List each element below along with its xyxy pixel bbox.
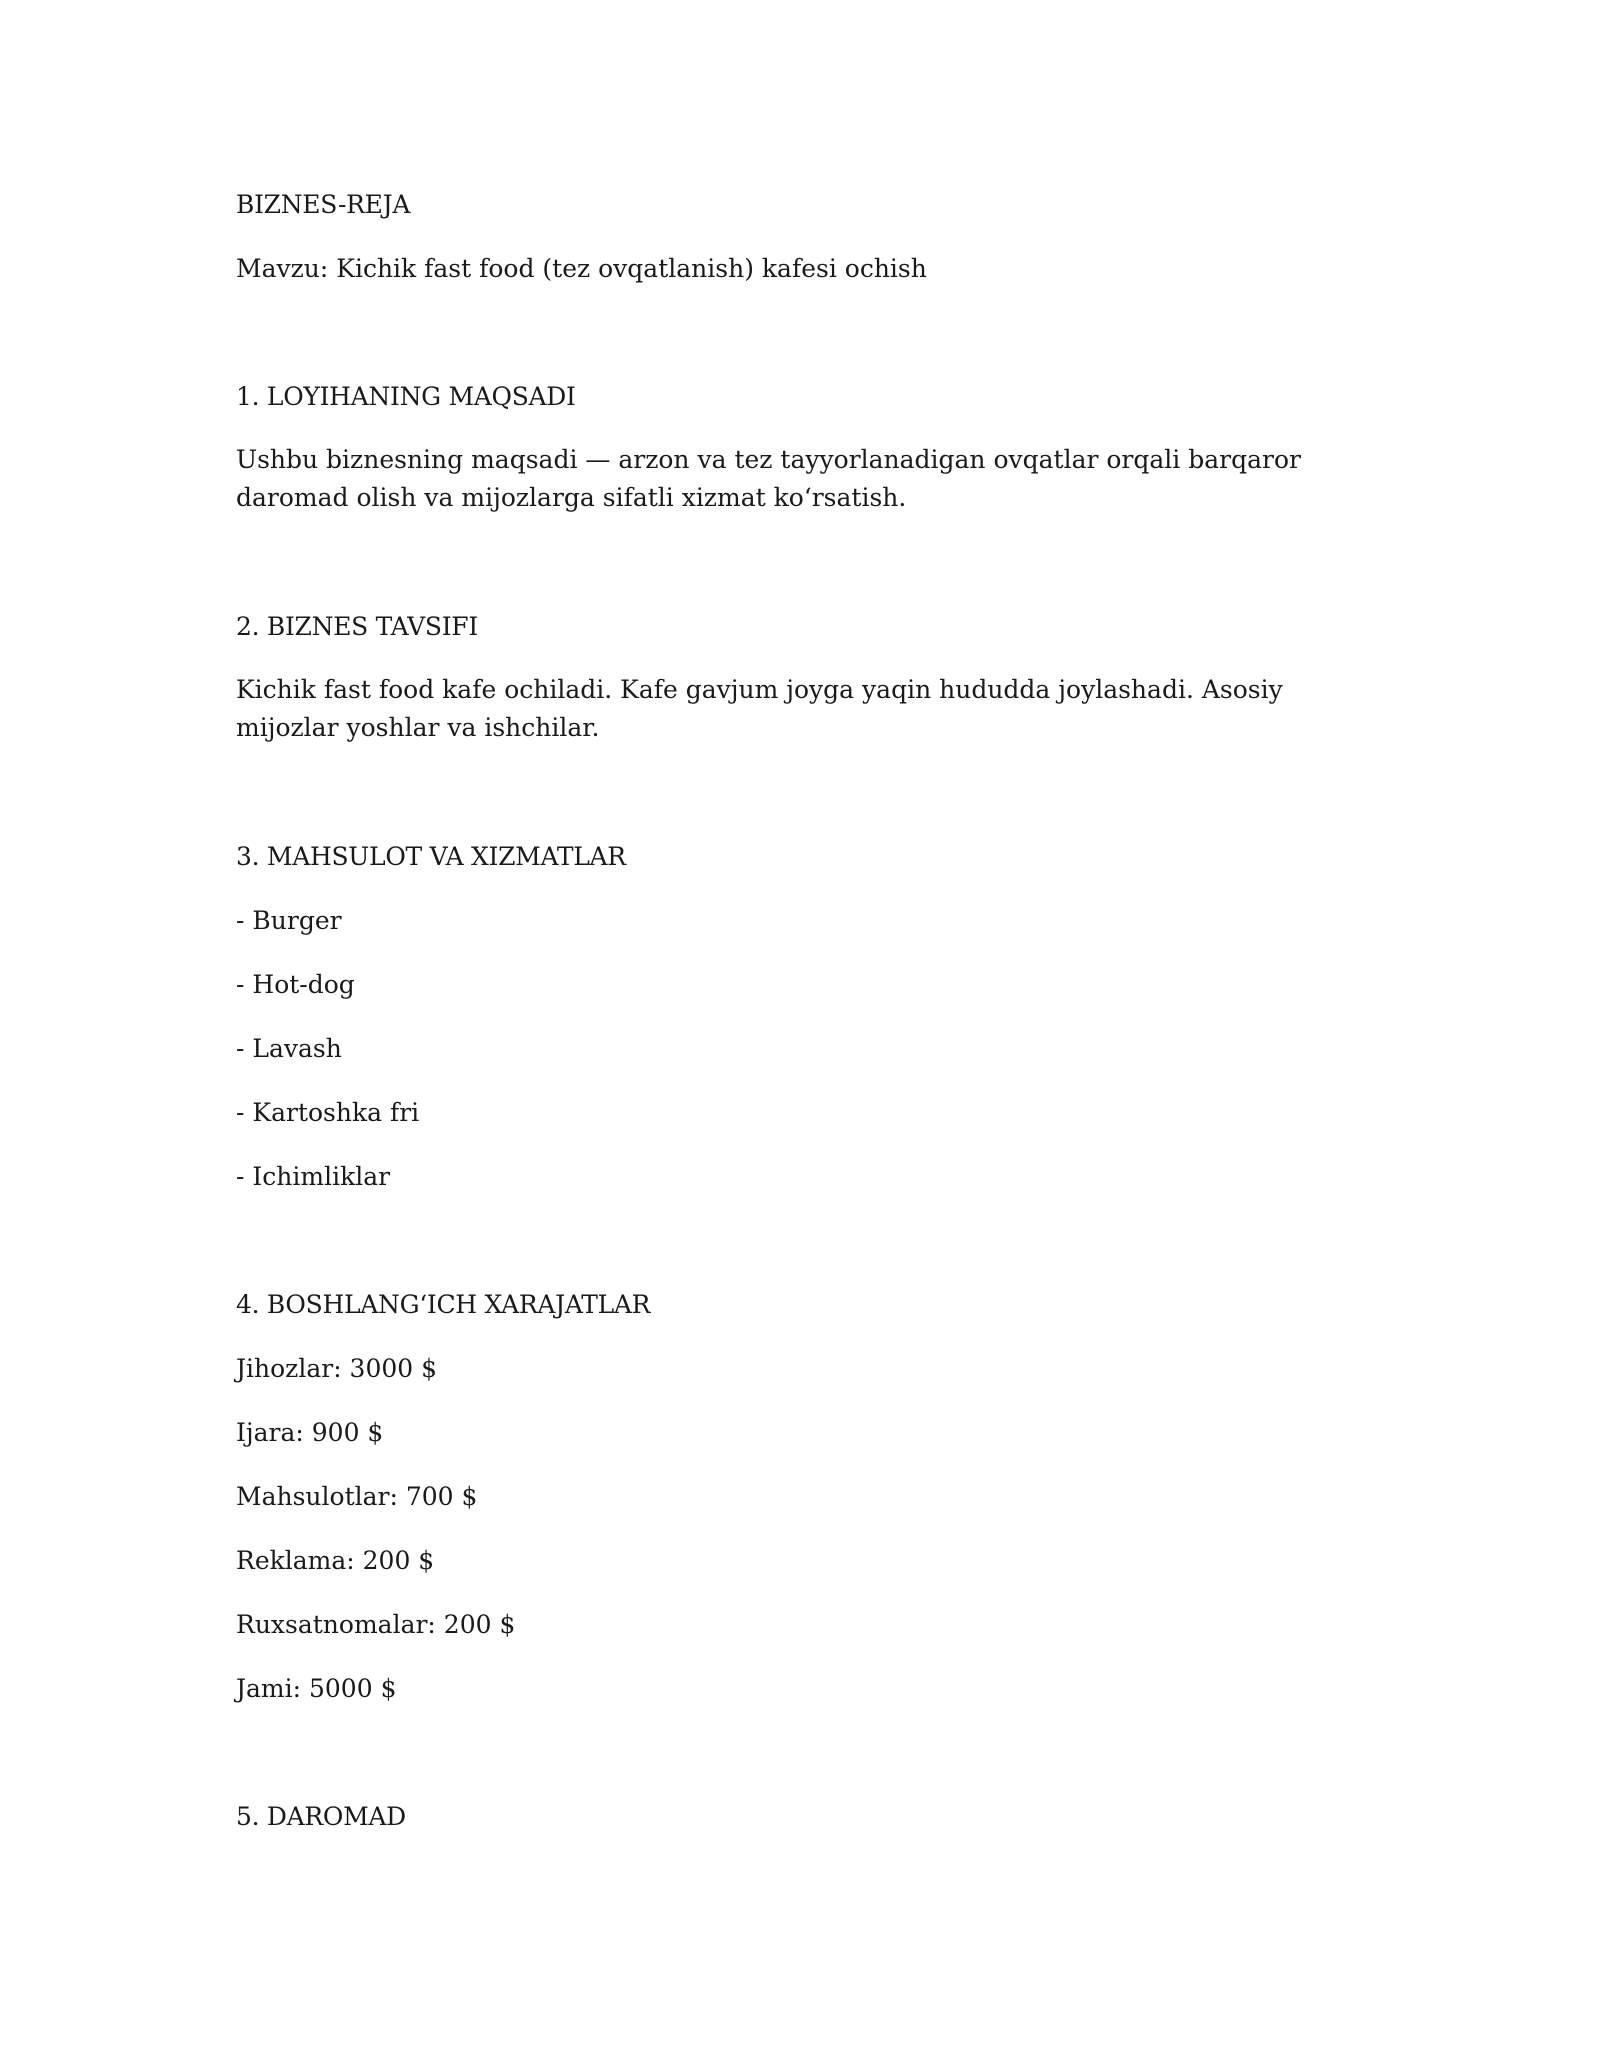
list-item: - Ichimliklar (236, 1162, 391, 1191)
section-paragraph: Ushbu biznesning maqsadi — arzon va tez tayyorlanadigan ovqatlar orqali barqaror daromad olish va mijozlarga sifatli xizmat ko‘rsatish. (236, 445, 1301, 512)
section-heading: 1. LOYIHANING MAQSADI (236, 382, 576, 411)
expense-item: Jihozlar: 3000 $ (236, 1354, 438, 1383)
document-subject: Mavzu: Kichik fast food (tez ovqatlanish) kafesi ochish (236, 254, 927, 283)
expense-item: Reklama: 200 $ (236, 1546, 435, 1575)
list-item: - Lavash (236, 1034, 342, 1063)
list-item: - Burger (236, 906, 342, 935)
expense-total: Jami: 5000 $ (236, 1674, 397, 1703)
section-heading: 2. BIZNES TAVSIFI (236, 612, 478, 641)
list-item: - Kartoshka fri (236, 1098, 420, 1127)
list-item: - Hot-dog (236, 970, 355, 999)
section-heading: 4. BOSHLANG‘ICH XARAJATLAR (236, 1290, 651, 1319)
section-heading: 3. MAHSULOT VA XIZMATLAR (236, 842, 626, 871)
expense-item: Ruxsatnomalar: 200 $ (236, 1610, 516, 1639)
expense-item: Ijara: 900 $ (236, 1418, 384, 1447)
section-heading: 5. DAROMAD (236, 1802, 406, 1831)
expense-item: Mahsulotlar: 700 $ (236, 1482, 478, 1511)
document-title: BIZNES-REJA (236, 190, 411, 219)
section-paragraph: Kichik fast food kafe ochiladi. Kafe gavjum joyga yaqin hududda joylashadi. Asosiy mijozlar yoshlar va ishchilar. (236, 675, 1283, 742)
